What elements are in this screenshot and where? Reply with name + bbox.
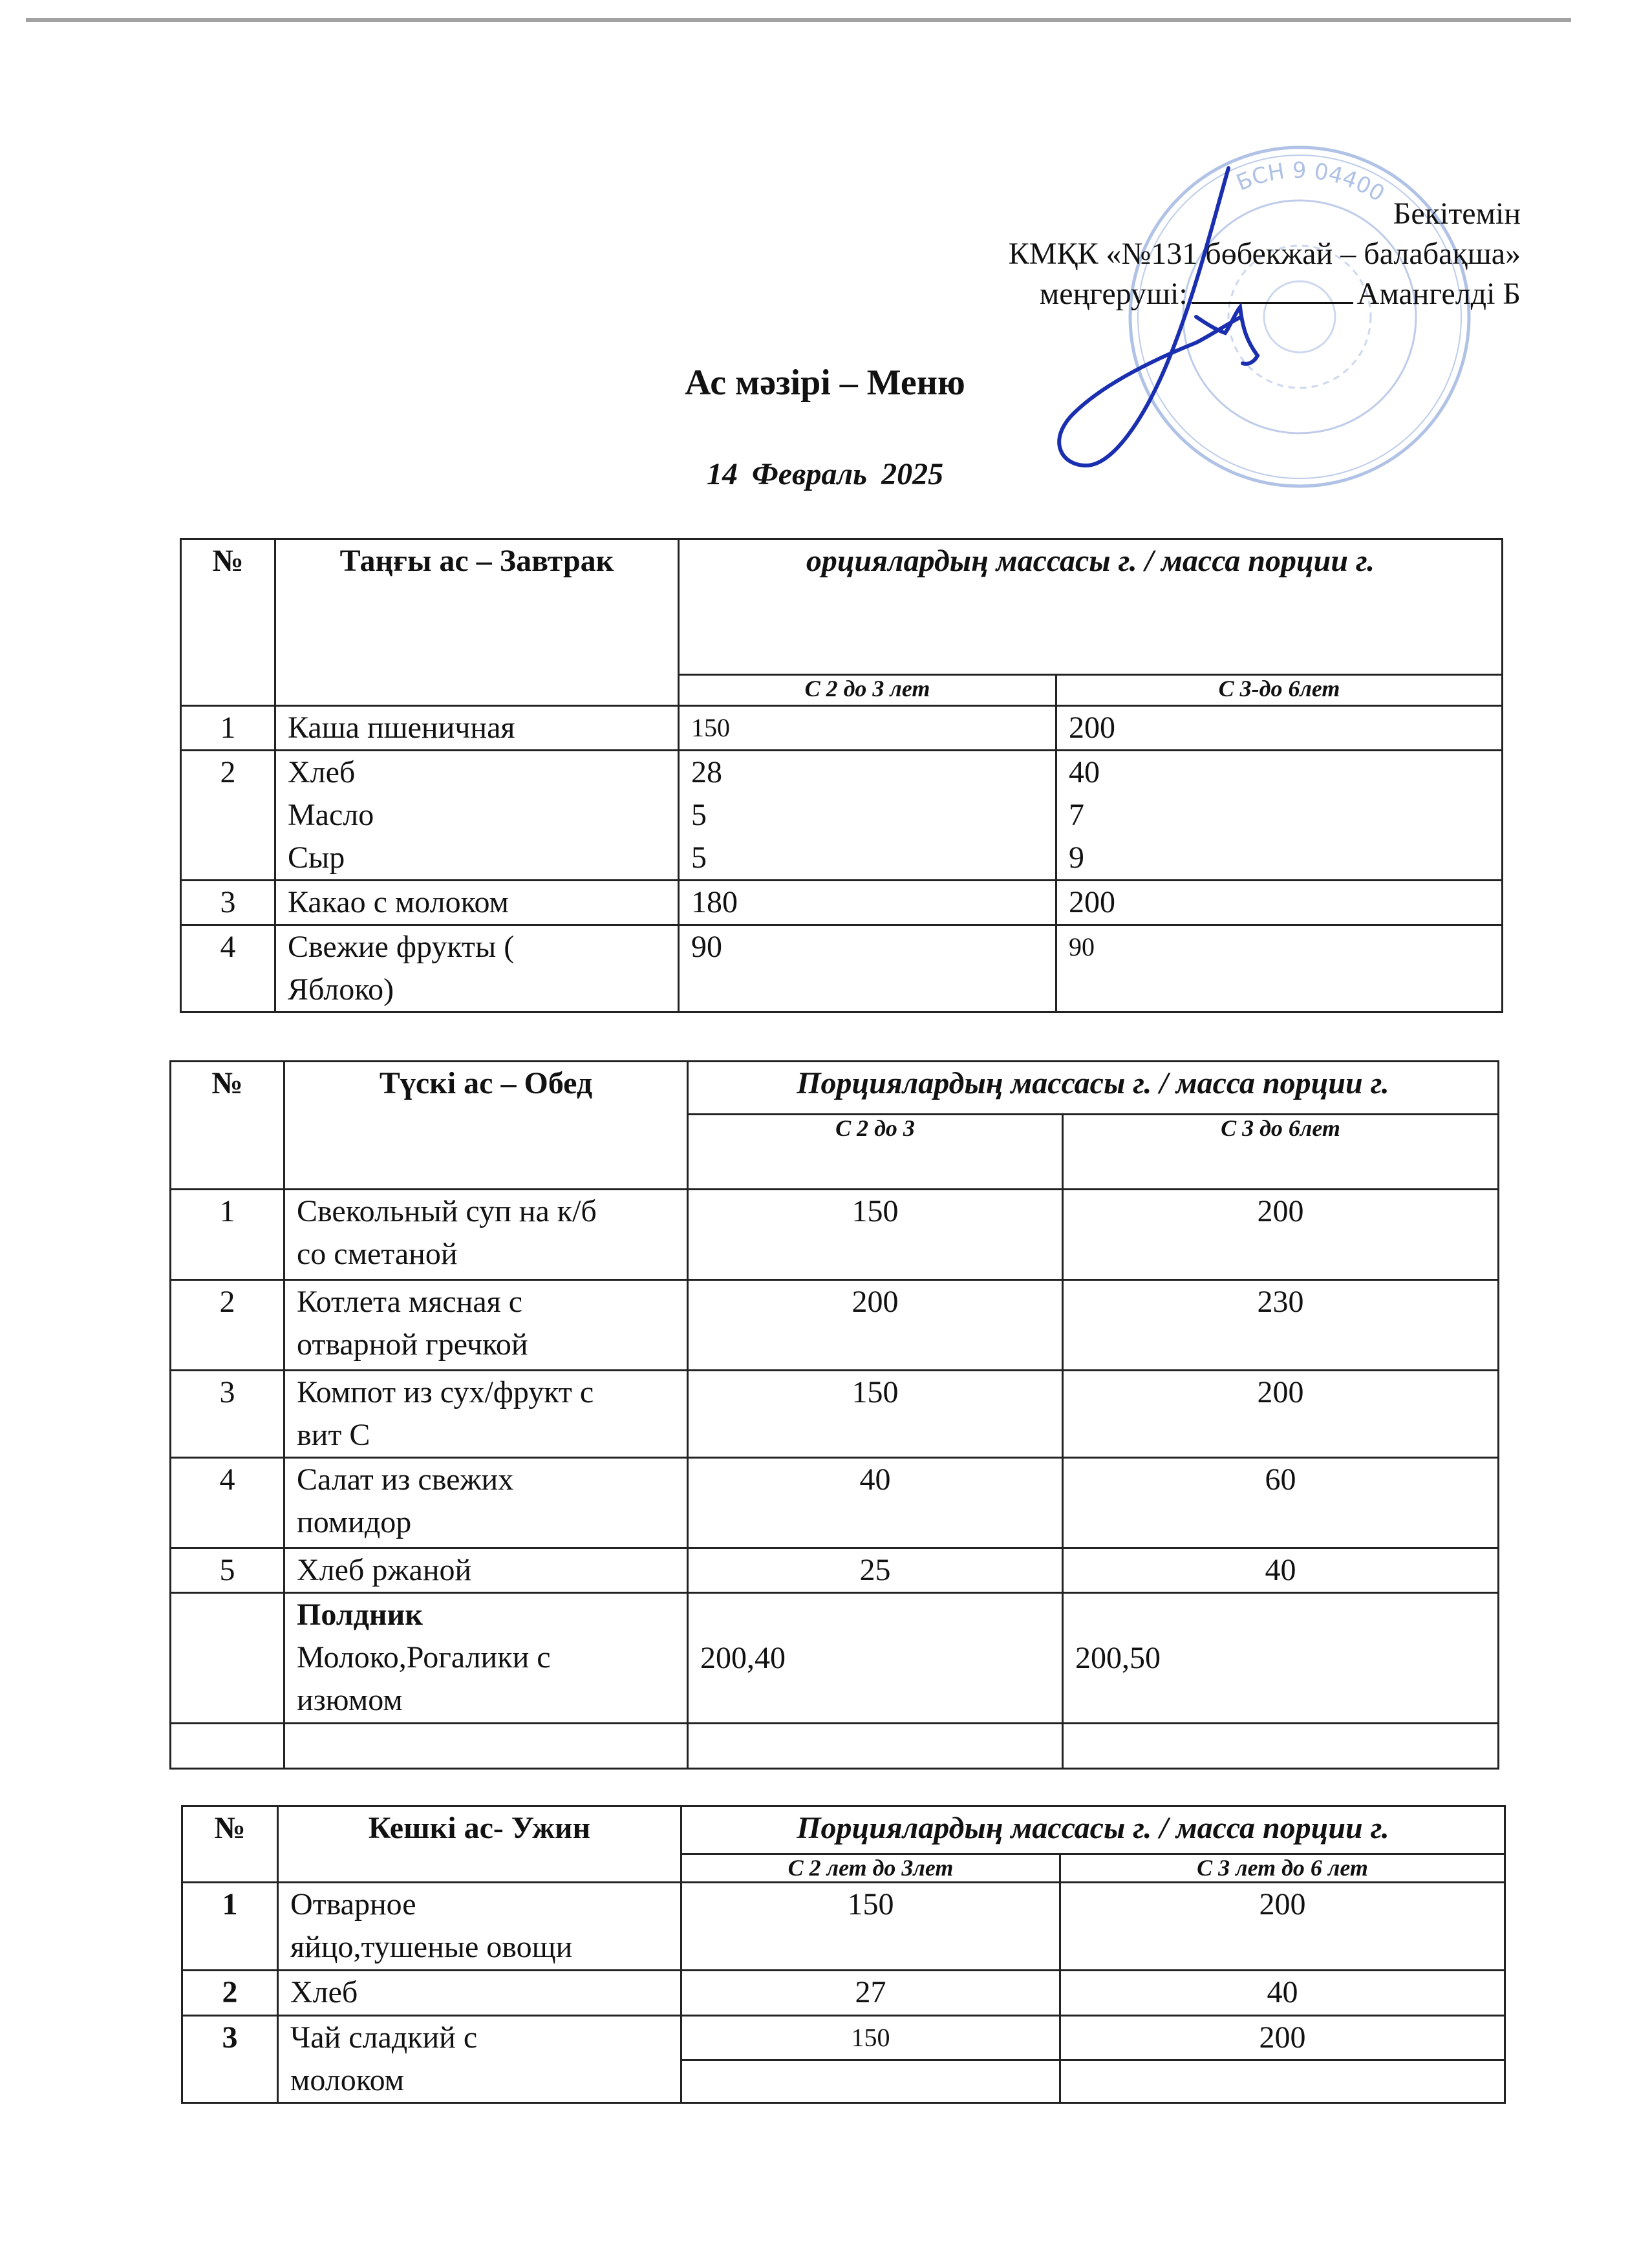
dish-line: помидор [297,1505,412,1539]
value-line: 150 [691,713,730,742]
portion-2-3: 200 [688,1280,1063,1371]
table-row [171,1280,1499,1371]
dish-line: молоком [290,2063,405,2097]
portion-2-3 [679,881,1056,925]
table-header-row [171,1062,1499,1115]
dish-line: изюмом [297,1683,403,1717]
header-meal: Таңғы ас – Завтрак [275,539,679,706]
scan-edge [26,18,1571,22]
portion-3-6: 40 [1063,1548,1499,1593]
header-meal: Түскі ас – Обед [284,1062,688,1190]
row-number: 1 [181,706,275,751]
portion-3-6: 200 [1060,1883,1505,1971]
header-portion-mass: Порциялардың массасы г. / масса порции г. [688,1062,1499,1115]
table-row [181,881,1503,925]
dish-line: Свекольный суп на к/б [297,1194,597,1228]
header-portion-mass: Порциялардың массасы г. / масса порции г. [681,1806,1505,1854]
portion-2-3: 150 [688,1371,1063,1458]
value-line: 200 [1069,885,1115,919]
dish-name [284,1371,688,1458]
table-row [171,1458,1499,1548]
row-number: 1 [171,1190,284,1280]
portion-3-6 [1056,925,1503,1012]
subheader-age-3-6: С 3 лет до 6 лет [1060,1854,1505,1883]
subheader-age-2-3: С 2 до 3 лет [679,675,1056,706]
table-row [171,1371,1499,1458]
portion-2-3 [679,751,1056,881]
dish-name [284,1190,688,1280]
portion-3-6: 200 [1063,1371,1499,1458]
table-header-row [181,539,1503,675]
table-row-empty [171,1724,1499,1769]
dish-line: Каша пшеничная [288,711,515,745]
dish-line: Салат из свежих [297,1462,514,1497]
dish-line: Отварное [290,1887,416,1921]
subheader-age-3-6: С 3-до 6лет [1056,675,1503,706]
table-row [171,1190,1499,1280]
head-label: меңгеруші: [1039,277,1188,311]
dish-name [278,1883,681,1971]
dinner-table [181,1805,1506,2104]
dish-name [275,751,679,881]
portion-2-3: 150 [681,2016,1060,2060]
dish-name [284,1548,688,1593]
value-line: 7 [1069,798,1084,832]
header-number: № [181,539,275,706]
stamp-ring-text: БСН 9 04400 [1232,157,1389,208]
snack-name [284,1593,688,1724]
value-line: 28 [691,755,722,789]
dish-name [278,1971,681,2016]
portion-2-3: 200,40 [688,1593,1063,1724]
dish-line: яйцо,тушеные овощи [290,1930,573,1964]
empty-cell [681,2060,1060,2103]
dish-name [284,1458,688,1548]
dish-line: Яблоко) [288,972,394,1007]
head-name: Амангелді Б [1356,277,1521,311]
dish-line: со сметаной [297,1237,458,1271]
portion-3-6 [1056,706,1503,751]
document-date: 14 Февраль 2025 [706,457,944,491]
value-line: 9 [1069,840,1084,875]
table-row [182,1971,1505,2016]
portion-3-6: 200,50 [1063,1593,1499,1724]
portion-2-3: 27 [681,1971,1060,2016]
portion-3-6: 60 [1063,1458,1499,1548]
empty-cell [171,1724,284,1769]
value-line: 90 [1069,932,1095,961]
table-row [181,925,1503,1012]
row-number: 4 [181,925,275,1012]
header-number: № [182,1806,278,1883]
empty-cell [1060,2060,1505,2103]
portion-3-6 [1056,881,1503,925]
portion-3-6: 200 [1063,1190,1499,1280]
table-row-snack [171,1593,1499,1724]
value-line: 40 [1069,755,1100,789]
portion-3-6: 230 [1063,1280,1499,1371]
dish-line: Котлета мясная с [297,1285,523,1319]
header-portion-mass: орциялардың массасы г. / масса порции г. [679,539,1503,675]
row-number-empty [171,1593,284,1724]
portion-3-6 [1056,751,1503,881]
portion-2-3: 40 [688,1458,1063,1548]
value-line: 180 [691,885,738,919]
breakfast-table [180,538,1503,1013]
dish-line: Хлеб ржаной [297,1553,472,1587]
empty-cell [284,1724,688,1769]
approval-organization: КМҚК «№131 бөбекжай – балабақша» [1008,237,1521,271]
empty-cell [1063,1724,1499,1769]
portion-3-6: 200 [1060,2016,1505,2060]
subheader-age-2-3: С 2 лет до 3лет [681,1854,1060,1883]
subheader-age-2-3: С 2 до 3 [688,1115,1063,1190]
table-row [171,1548,1499,1593]
table-row [182,1883,1505,1971]
dish-line: Компот из сух/фрукт с [297,1375,594,1409]
dish-line: Чай сладкий с [290,2020,478,2055]
dish-name [284,1280,688,1371]
dish-line: Хлеб [290,1975,358,2009]
value-line: 200 [1069,711,1115,745]
dish-name [275,706,679,751]
dish-line: отварной гречкой [297,1327,528,1362]
dish-line: Масло [288,798,374,832]
dish-name [275,925,679,1012]
row-number: 4 [171,1458,284,1548]
value-line: 5 [691,798,707,832]
row-number: 3 [182,2016,278,2103]
row-number: 2 [182,1971,278,2016]
row-number: 2 [181,751,275,881]
dish-line: Сыр [288,840,345,875]
row-number: 5 [171,1548,284,1593]
header-meal: Кешкі ас- Ужин [278,1806,681,1883]
dish-line: Свежие фрукты ( [288,930,515,964]
dish-line: Молоко,Рогалики с [297,1640,551,1674]
portion-3-6: 40 [1060,1971,1505,2016]
dish-line: Хлеб [288,755,356,789]
portion-2-3 [679,925,1056,1012]
row-number: 3 [181,881,275,925]
document-title: Ас мәзірі – Меню [685,363,965,403]
snack-title: Полдник [297,1598,423,1632]
value-line: 5 [691,840,707,875]
row-number: 3 [171,1371,284,1458]
row-number: 2 [171,1280,284,1371]
dish-line: вит С [297,1418,370,1452]
subheader-age-3-6: С 3 до 6лет [1063,1115,1499,1190]
table-row [182,2016,1505,2060]
lunch-table [169,1060,1499,1770]
table-row [181,751,1503,881]
row-number: 1 [182,1883,278,1971]
portion-2-3: 150 [681,1883,1060,1971]
dish-name [278,2016,681,2103]
dish-name [275,881,679,925]
empty-cell [688,1724,1063,1769]
approval-title: Бекітемін [1393,197,1521,231]
header-number: № [171,1062,284,1190]
portion-2-3: 150 [688,1190,1063,1280]
portion-2-3: 25 [688,1548,1063,1593]
table-row [181,706,1503,751]
table-header-row [182,1806,1505,1854]
handwritten-signature [1034,162,1358,498]
portion-2-3 [679,706,1056,751]
value-line: 90 [691,930,722,964]
dish-line: Какао с молоком [288,885,509,919]
